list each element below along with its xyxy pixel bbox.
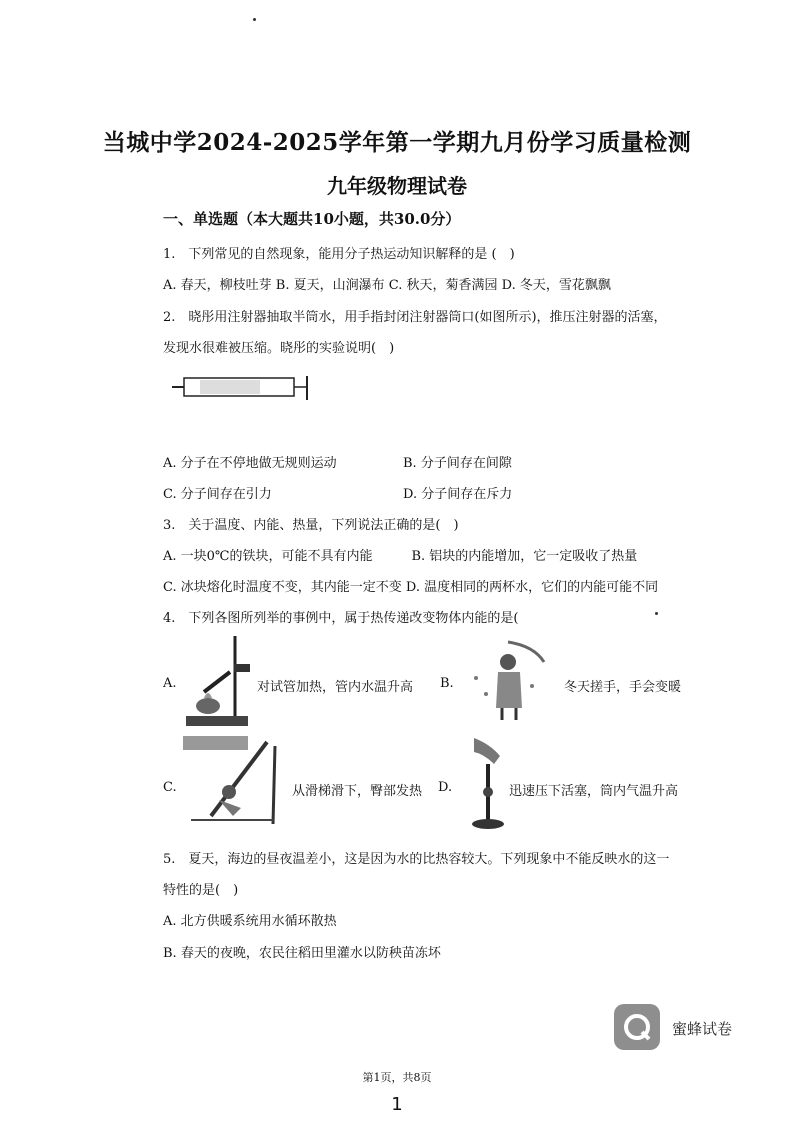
- scan-speck: [655, 612, 658, 615]
- q4-option-c-text: 从滑梯滑下，臀部发热: [292, 784, 423, 799]
- q4-stem: 4. 下列各图所列举的事例中，属于热传递改变物体内能的是(: [163, 611, 519, 626]
- scan-speck: [253, 18, 256, 21]
- q4-option-b-text: 冬天搓手，手会变暖: [564, 680, 682, 695]
- exam-title: 当城中学2024-2025学年第一学期九月份学习质量检测: [102, 129, 692, 156]
- q2-option-b: B. 分子间存在间隙: [403, 456, 512, 471]
- q5-stem-line2: 特性的是( ): [163, 883, 239, 898]
- q4-option-c-label: C.: [163, 780, 177, 795]
- q3-stem: 3. 关于温度、内能、热量，下列说法正确的是( ): [163, 518, 459, 533]
- q5-option-a: A. 北方供暖系统用水循环散热: [163, 914, 337, 929]
- test-tube-heating-figure: [180, 632, 252, 730]
- q5-option-b: B. 春天的夜晚，农民往稻田里灌水以防秧苗冻坏: [163, 946, 441, 961]
- q2-option-d: D. 分子间存在斥力: [403, 487, 513, 502]
- q4-option-b-label: B.: [440, 676, 454, 691]
- q4-option-a-label: A.: [163, 676, 177, 691]
- page-number: 1: [391, 1094, 403, 1115]
- q1-stem: 1. 下列常见的自然现象，能用分子热运动知识解释的是 ( ): [163, 247, 515, 262]
- q4-option-d-label: D.: [438, 780, 453, 795]
- q1-options: A. 春天，柳枝吐芽 B. 夏天，山涧瀑布 C. 秋天，菊香满园 D. 冬天，雪花飘飘: [163, 278, 611, 293]
- q2-option-c: C. 分子间存在引力: [163, 487, 272, 502]
- watermark-text: 蜜蜂试卷: [672, 1020, 733, 1038]
- q2-stem-line1: 2. 晓彤用注射器抽取半筒水，用手指封闭注射器筒口(如图所示)，推压注射器的活塞，: [163, 310, 667, 325]
- watermark-q-icon: [614, 1004, 660, 1050]
- q2-stem-line2: 发现水很难被压缩。晓彤的实验说明( ): [163, 341, 395, 356]
- rubbing-hands-figure: [462, 638, 547, 724]
- section-heading: 一、单选题（本大题共10小题，共30.0分）: [163, 210, 461, 228]
- exam-subtitle: 九年级物理试卷: [327, 174, 467, 198]
- q5-stem-line1: 5. 夏天，海边的昼夜温差小，这是因为水的比热容较大。下列现象中不能反映水的这一: [163, 852, 670, 867]
- q4-option-a-text: 对试管加热，管内水温升高: [257, 680, 414, 695]
- watermark-logo: [614, 1004, 660, 1050]
- slide-figure: [183, 736, 278, 828]
- syringe-figure: [170, 368, 320, 410]
- q3-options-cd: C. 冰块熔化时温度不变，其内能一定不变 D. 温度相同的两杯水，它们的内能可能不同: [163, 580, 659, 595]
- q2-option-a: A. 分子在不停地做无规则运动: [163, 456, 337, 471]
- piston-cylinder-figure: [464, 736, 512, 832]
- page-footer: 第1页，共8页: [362, 1071, 432, 1084]
- q4-option-d-text: 迅速压下活塞，筒内气温升高: [509, 784, 679, 799]
- q3-options-ab: A. 一块0℃的铁块，可能不具有内能 B. 铝块的内能增加，它一定吸收了热量: [163, 549, 638, 564]
